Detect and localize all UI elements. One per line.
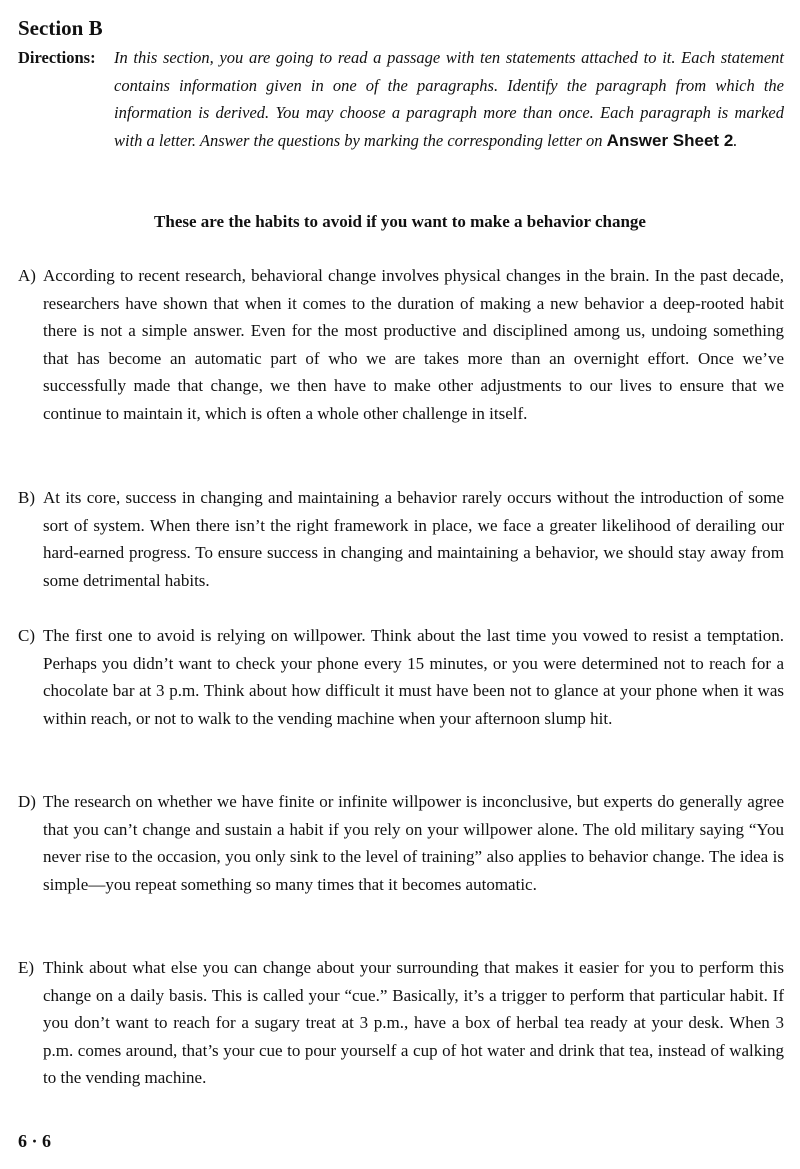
paragraph-e [18,954,784,1092]
paragraph-text: The first one to avoid is relying on willpower. Think about the last time you vowed to resist a temptation. Perhaps you didn’t want to check your phone every 15 minutes, or you were determined not to reach for a chocolate bar at 3 p.m. Think about how difficult it must have been not to glance at your phone when it was within reach, or not to walk to the vending machine when your afternoon slump hit. [43,626,784,728]
paragraph-text: The research on whether we have finite or infinite willpower is inconclusive, but experts do generally agree that you can’t change and sustain a habit if you rely on your willpower alone. The old military saying “You never rise to the occasion, you only sink to the level of training” also applies to behavior change. The idea is simple—you repeat something so many times that it becomes automatic. [43,792,784,894]
directions-end-punct: . [733,130,738,150]
paragraph-letter: C) [18,626,35,645]
paragraph-d [18,788,784,898]
passage-title: These are the habits to avoid if you want to make a behavior change [154,212,646,231]
directions-text [114,44,784,154]
section-heading: Section B [18,16,103,40]
directions-label: Directions: [18,48,96,67]
directions [18,44,784,154]
paragraph-text: At its core, success in changing and maintaining a behavior rarely occurs without the introduction of some sort of system. When there isn’t the right framework in place, we face a greater likelihood of derailing our hard-earned progress. To ensure success in changing and maintaining a behavior, we should stay away from some detrimental habits. [43,488,784,590]
paragraph-text: Think about what else you can change about your surrounding that makes it easier for you to perform this change on a daily basis. This is called your “cue.” Basically, it’s a trigger to perform that particular habit. If you don’t want to reach for a sugary treat at 3 p.m., have a box of herbal tea ready at your desk. When 3 p.m. comes around, that’s your cue to pour yourself a cup of hot water and drink that tea, instead of walking to the vending machine. [43,958,784,1088]
paragraph-letter: A) [18,266,36,285]
paragraph-letter: D) [18,792,36,811]
paragraph-a [18,262,784,428]
paragraph-b [18,484,784,594]
answer-sheet-reference: Answer Sheet 2 [606,130,734,150]
paragraph-letter: E) [18,958,35,977]
directions-body: In this section, you are going to read a passage with ten statements attached to it. Each statement contains information given in one of the paragraphs. Identify the paragraph from which the information is derived. You may choose a paragraph more than once. Each paragraph is marked with a letter. Answer the questions by marking the corresponding letter on [114,48,784,150]
paragraph-c [18,622,784,732]
paragraph-text: According to recent research, behavioral change involves physical changes in the brain. In the past decade, researchers have shown that when it comes to the duration of making a new behavior a deep-rooted habit there is not a simple answer. Even for the most productive and disciplined among us, undoing something that has become an automatic part of who we are takes more than an overnight effort. Once we’ve successfully made that change, we then have to make other adjustments to our lives to ensure that we continue to maintain it, which is often a whole other challenge in itself. [43,266,784,423]
paragraph-letter: B) [18,488,35,507]
page-number: 6 · 6 [18,1131,52,1151]
